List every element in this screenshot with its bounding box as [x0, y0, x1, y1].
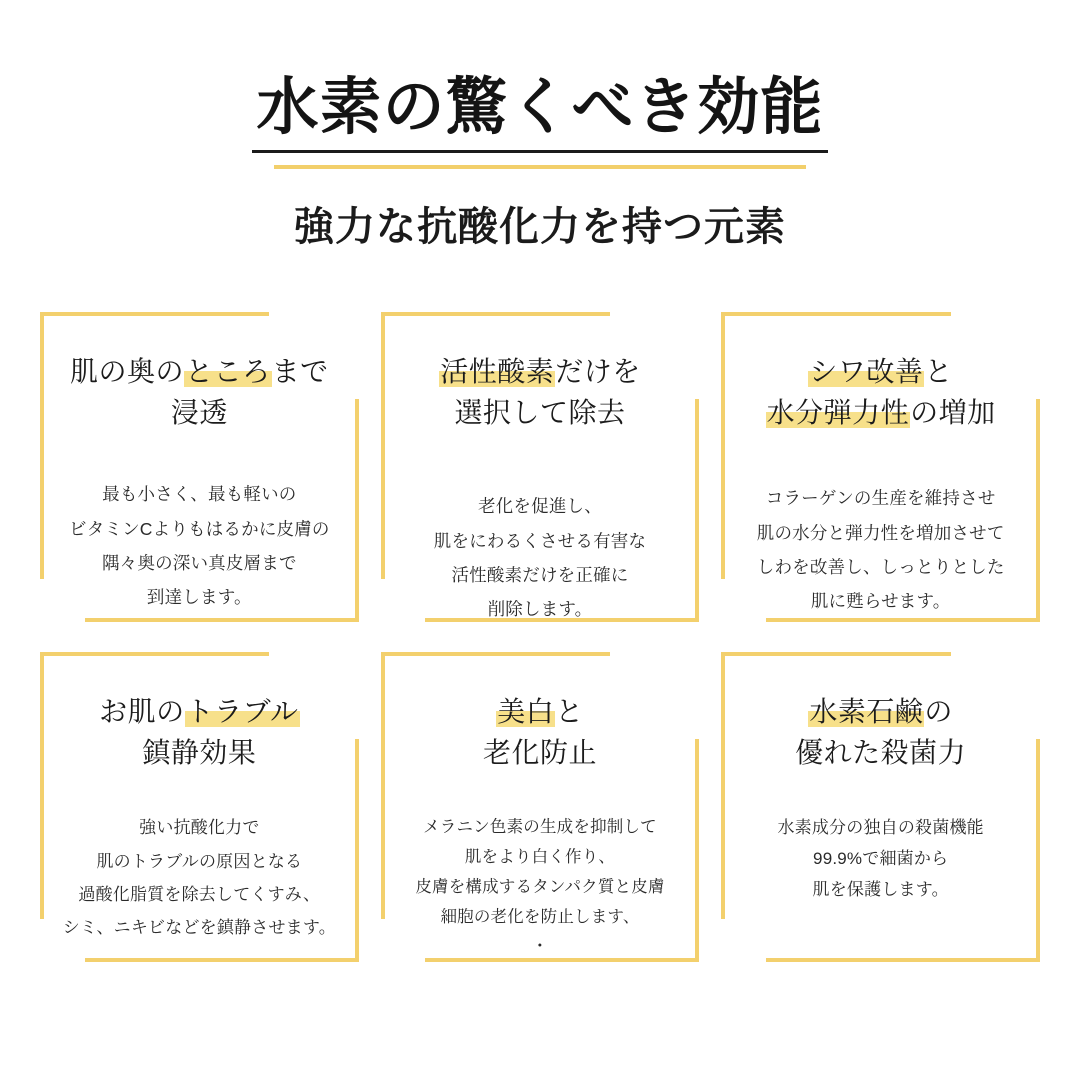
- card-body-line: 肌の水分と弾力性を増加させて: [756, 522, 1005, 543]
- card-title-highlight: 活性酸素: [440, 356, 555, 388]
- card-title-line2-highlight: 水分弾力性: [766, 396, 910, 428]
- benefit-card: [381, 652, 700, 962]
- card-body-line: ・: [531, 937, 549, 956]
- card-body-line: コラーゲンの生産を維持させ: [765, 488, 996, 509]
- card-title-post: の: [924, 696, 953, 728]
- card-body: [739, 813, 1022, 905]
- card-title-line2: 鎮静効果: [142, 736, 257, 768]
- card-title-post: だけを: [555, 356, 641, 388]
- card-title: [399, 692, 682, 773]
- benefit-card: [40, 652, 359, 962]
- card-title: [58, 352, 341, 433]
- card-body: [399, 813, 682, 961]
- card-body-line: 肌をにわるくさせる有害な: [433, 530, 647, 551]
- benefit-card: [381, 312, 700, 622]
- card-title: [739, 692, 1022, 773]
- card-title-post: まで: [271, 356, 329, 388]
- page-title-text: 水素の驚くべき効能: [256, 73, 824, 142]
- card-title-line2: 老化防止: [482, 736, 597, 768]
- card-title-pre: お肌の: [99, 696, 185, 728]
- card-title-line2: 優れた殺菌力: [795, 736, 967, 768]
- benefits-grid: [40, 312, 1040, 962]
- card-title-highlight: 水素石鹸: [809, 696, 924, 728]
- card-body-line: 到達します。: [146, 586, 252, 607]
- header: [0, 0, 1080, 252]
- card-title-post: と: [555, 696, 584, 728]
- card-title-line2: 浸透: [170, 396, 228, 428]
- card-body: [58, 477, 341, 614]
- card-body-line: 老化を促進し、: [478, 496, 602, 517]
- title-underline-gold: [274, 165, 805, 169]
- card-body-line: 細胞の老化を防止します、: [440, 907, 640, 926]
- card-title-post: と: [924, 356, 953, 388]
- card-title-highlight: 美白: [497, 696, 555, 728]
- card-body-line: ビタミンCよりもはるかに皮膚の: [69, 518, 330, 539]
- card-body-line: 活性酸素だけを正確に: [451, 564, 629, 585]
- card-body-line: 過酸化脂質を除去してくすみ、: [78, 884, 321, 904]
- card-body-line: 皮膚を構成するタンパク質と皮膚: [415, 877, 665, 896]
- benefit-card: [721, 312, 1040, 622]
- card-body-line: 削除します。: [487, 598, 593, 619]
- card-title-pre: 肌の奥の: [70, 356, 185, 388]
- card-body-line: 肌のトラブルの原因となる: [96, 851, 303, 871]
- card-body-line: シミ、ニキビなどを鎮静させます。: [62, 917, 336, 937]
- card-body-line: 隅々奥の深い真皮層まで: [101, 552, 297, 573]
- card-body: [739, 481, 1022, 618]
- card-title-highlight: ところ: [185, 356, 271, 388]
- benefit-card: [40, 312, 359, 622]
- card-title: [739, 352, 1022, 433]
- card-body-line: 肌をより白く作り、: [464, 848, 616, 867]
- page-subtitle: 強力な抗酸化力を持つ元素: [294, 205, 786, 250]
- card-body-line: メラニン色素の生成を抑制して: [423, 818, 657, 837]
- page-title: [250, 72, 829, 149]
- card-body-line: 99.9%で細菌から: [813, 849, 949, 869]
- card-title-line2: 選択して除去: [454, 396, 626, 428]
- card-body-line: しわを改善し、しっとりとした: [756, 556, 1005, 577]
- card-title-highlight: シワ改善: [809, 356, 924, 388]
- benefit-card: [721, 652, 1040, 962]
- card-title: [399, 352, 682, 433]
- card-body-line: 最も小さく、最も軽いの: [102, 484, 297, 505]
- card-body: [399, 489, 682, 626]
- card-body: [58, 811, 341, 944]
- card-title-line2-post: の増加: [910, 396, 996, 428]
- title-underline-dark: [252, 150, 827, 153]
- card-body-line: 強い抗酸化力で: [139, 818, 260, 838]
- card-title: [58, 692, 341, 773]
- card-body-line: 肌に甦らせます。: [810, 590, 951, 611]
- card-body-line: 肌を保護します。: [812, 879, 949, 899]
- card-title-highlight: トラブル: [185, 696, 299, 728]
- card-body-line: 水素成分の独自の殺菌機能: [777, 818, 984, 838]
